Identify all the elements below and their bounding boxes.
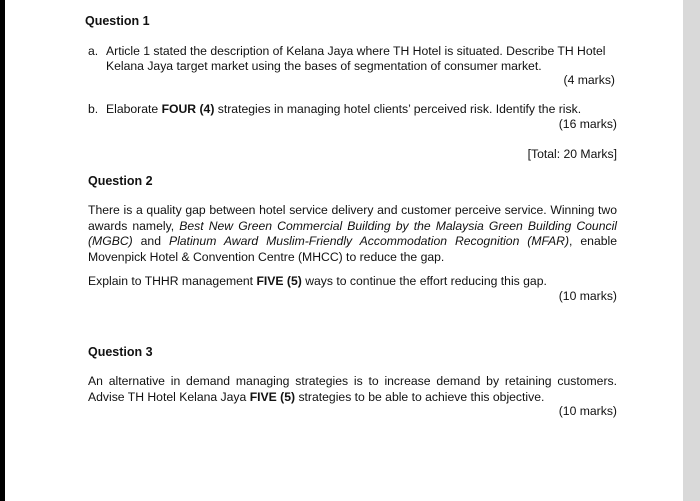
question-3-title: Question 3 [88, 345, 153, 359]
question-2-title: Question 2 [88, 174, 153, 188]
question-2-paragraph [88, 203, 617, 265]
question-3-count: FIVE (5) [249, 389, 296, 404]
question-1-total: [Total: 20 Marks] [527, 147, 617, 161]
right-page-margin [683, 0, 700, 501]
question-2-task-count: FIVE (5) [256, 274, 302, 288]
question-1-title: Question 1 [85, 14, 150, 28]
question-2-award-1: Best New Green Commercial Building by the Malaysia Green Building Council (MGBC) [88, 218, 617, 248]
question-3-paragraph-post: strategies to be able to achieve this objective. [295, 389, 545, 404]
question-1a-marks: (4 marks) [563, 73, 615, 87]
question-3-paragraph-pre: An alternative in demand managing strategies is to increase demand by retaining customers. Advise TH Hotel Kelana Jaya [88, 374, 617, 404]
question-2-paragraph-pre: There is a quality gap between hotel service delivery and customer perceive service. Winning two awards namely, [88, 203, 617, 233]
question-3-marks: (10 marks) [558, 404, 617, 418]
question-2-task [88, 274, 547, 289]
question-2-paragraph-post: , enable Movenpick Hotel & Convention Centre (MHCC) to reduce the gap. [88, 234, 617, 264]
question-1b-text-post: strategies in managing hotel clients’ perceived risk. Identify the risk. [214, 102, 582, 116]
question-2-task-post: ways to continue the effort reducing this gap. [301, 274, 547, 288]
left-page-edge [0, 0, 5, 501]
question-1b-text-pre: Elaborate [106, 102, 162, 116]
question-2-marks: (10 marks) [558, 289, 617, 303]
question-1b-count: FOUR (4) [161, 102, 215, 116]
question-3-paragraph [88, 374, 617, 405]
question-1b-text [106, 102, 581, 117]
question-1a-text-line1: Article 1 stated the description of Kelana Jaya where TH Hotel is situated. Describe TH Hotel [106, 44, 606, 58]
question-2-award-2: Platinum Award Muslim-Friendly Accommodation Recognition (MFAR) [168, 234, 570, 248]
question-1a-text-line2: Kelana Jaya target market using the bases of segmentation of consumer market. [106, 59, 542, 73]
question-1b-marker: b. [88, 102, 99, 116]
question-1a-marker: a. [88, 44, 99, 58]
question-2-paragraph-and: and [132, 234, 169, 248]
question-1b-marks: (16 marks) [558, 117, 617, 131]
question-2-task-pre: Explain to THHR management [88, 274, 257, 288]
